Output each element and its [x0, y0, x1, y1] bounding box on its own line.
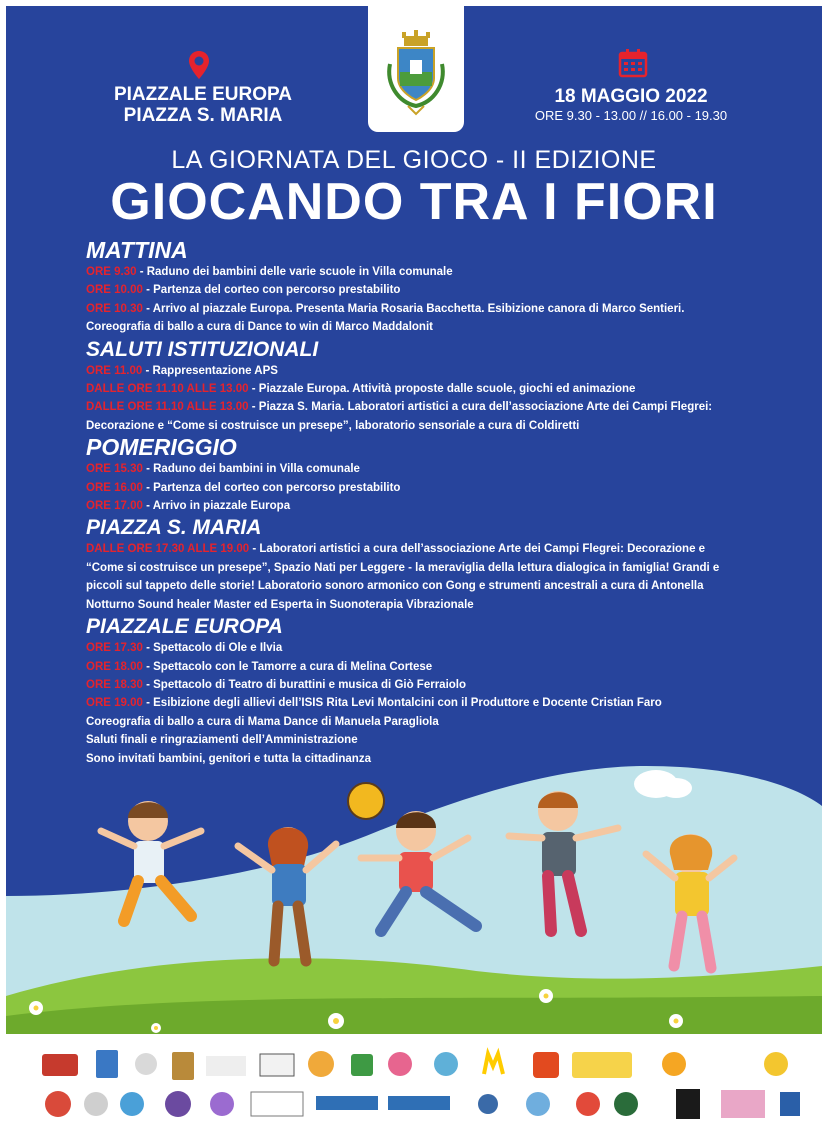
location-line-2: PIAZZA S. MARIA — [123, 105, 283, 126]
program-line: ORE 17.00 - Arrivo in piazzale Europa — [86, 500, 291, 513]
program-line: ORE 16.00 - Partenza del corteo con percorso prestabilito — [86, 481, 401, 494]
map-pin-icon — [188, 50, 210, 80]
event-date: 18 MAGGIO 2022 — [554, 86, 708, 107]
program-line: Saluti finali e ringraziamenti dell’Amministrazione — [86, 734, 358, 747]
program-line: ORE 18.00 - Spettacolo con le Tamorre a cura di Melina Cortese — [86, 660, 433, 673]
event-poster — [6, 6, 822, 1133]
program-line: Notturno Sound healer Master ed Esperta in Suonoterapia Vibrazionale — [86, 598, 474, 611]
program — [86, 238, 766, 768]
program-line: Coreografia di ballo a cura di Mama Dance di Manuela Paragliola — [86, 715, 439, 728]
program-line: ORE 11.00 - Rappresentazione APS — [86, 364, 278, 377]
program-line: ORE 10.30 - Arrivo al piazzale Europa. Presenta Maria Rosaria Bacchetta. Esibizione canora di Marco Sentieri. — [86, 302, 685, 315]
crest-card — [368, 6, 464, 132]
program-line: Coreografia di ballo a cura di Dance to win di Marco Maddalonit — [86, 321, 433, 334]
program-line: Decorazione e “Come si costruisce un presepe”, laboratorio sensoriale a cura di Coldiretti — [86, 419, 580, 432]
program-line: ORE 17.30 - Spettacolo di Ole e Ilvia — [86, 642, 283, 655]
program-line: ORE 18.30 - Spettacolo di Teatro di burattini e musica di Giò Ferraiolo — [86, 678, 467, 691]
municipal-crest-icon — [368, 6, 464, 132]
program-line: piccoli sul tappeto delle storie! Laboratorio sonoro armonico con Gong e strumenti ancestrali a cura di Antonella — [86, 580, 704, 593]
program-line: ORE 10.00 - Partenza del corteo con percorso prestabilito — [86, 284, 401, 297]
children-playing-illustration — [6, 746, 822, 1036]
section-heading-piazzale-europa: PIAZZALE EUROPA — [86, 615, 283, 639]
section-heading-saluti: SALUTI ISTITUZIONALI — [86, 337, 319, 361]
section-heading-mattina: MATTINA — [86, 237, 188, 263]
event-location — [98, 84, 308, 126]
program-line: DALLE ORE 11.10 ALLE 13.00 - Piazzale Europa. Attività proposte dalle scuole, giochi ed animazione — [86, 383, 636, 396]
program-line: DALLE ORE 11.10 ALLE 13.00 - Piazza S. Maria. Laboratori artistici a cura dell’associazione Arte dei Campi Flegrei: — [86, 401, 713, 414]
program-line: ORE 15.30 - Raduno dei bambini in Villa comunale — [86, 463, 360, 476]
sponsor-logo-row — [6, 1034, 822, 1133]
event-edition: LA GIORNATA DEL GIOCO - II EDIZIONE — [171, 146, 657, 174]
program-line: Sono invitati bambini, genitori e tutta la cittadinanza — [86, 752, 371, 765]
section-heading-piazza-maria: PIAZZA S. MARIA — [86, 516, 262, 540]
sponsor-logos — [6, 1034, 822, 1133]
section-heading-pomeriggio: POMERIGGIO — [86, 434, 237, 461]
program-line: ORE 9.30 - Raduno dei bambini delle varie scuole in Villa comunale — [86, 266, 453, 278]
event-hours: ORE 9.30 - 13.00 // 16.00 - 19.30 — [534, 108, 728, 123]
sponsor-logo-icon — [42, 1050, 800, 1119]
location-line-1: PIAZZALE EUROPA — [113, 84, 293, 105]
calendar-icon — [618, 48, 648, 78]
program-line: DALLE ORE 17.30 ALLE 19.00 - Laboratori artistici a cura dell’associazione Arte dei Campi Flegrei: Decorazione e — [86, 543, 706, 556]
event-title: GIOCANDO TRA I FIORI — [110, 173, 718, 231]
program-line: ORE 19.00 - Esibizione degli allievi dell’ISIS Rita Levi Montalcini con il Produttore e Docente Cristian Faro — [86, 697, 662, 710]
program-line: “Come si costruisce un presepe”, Spazio Nati per Leggere - la meraviglia della lettura dialogica in famiglia! Grandi e — [86, 561, 720, 574]
